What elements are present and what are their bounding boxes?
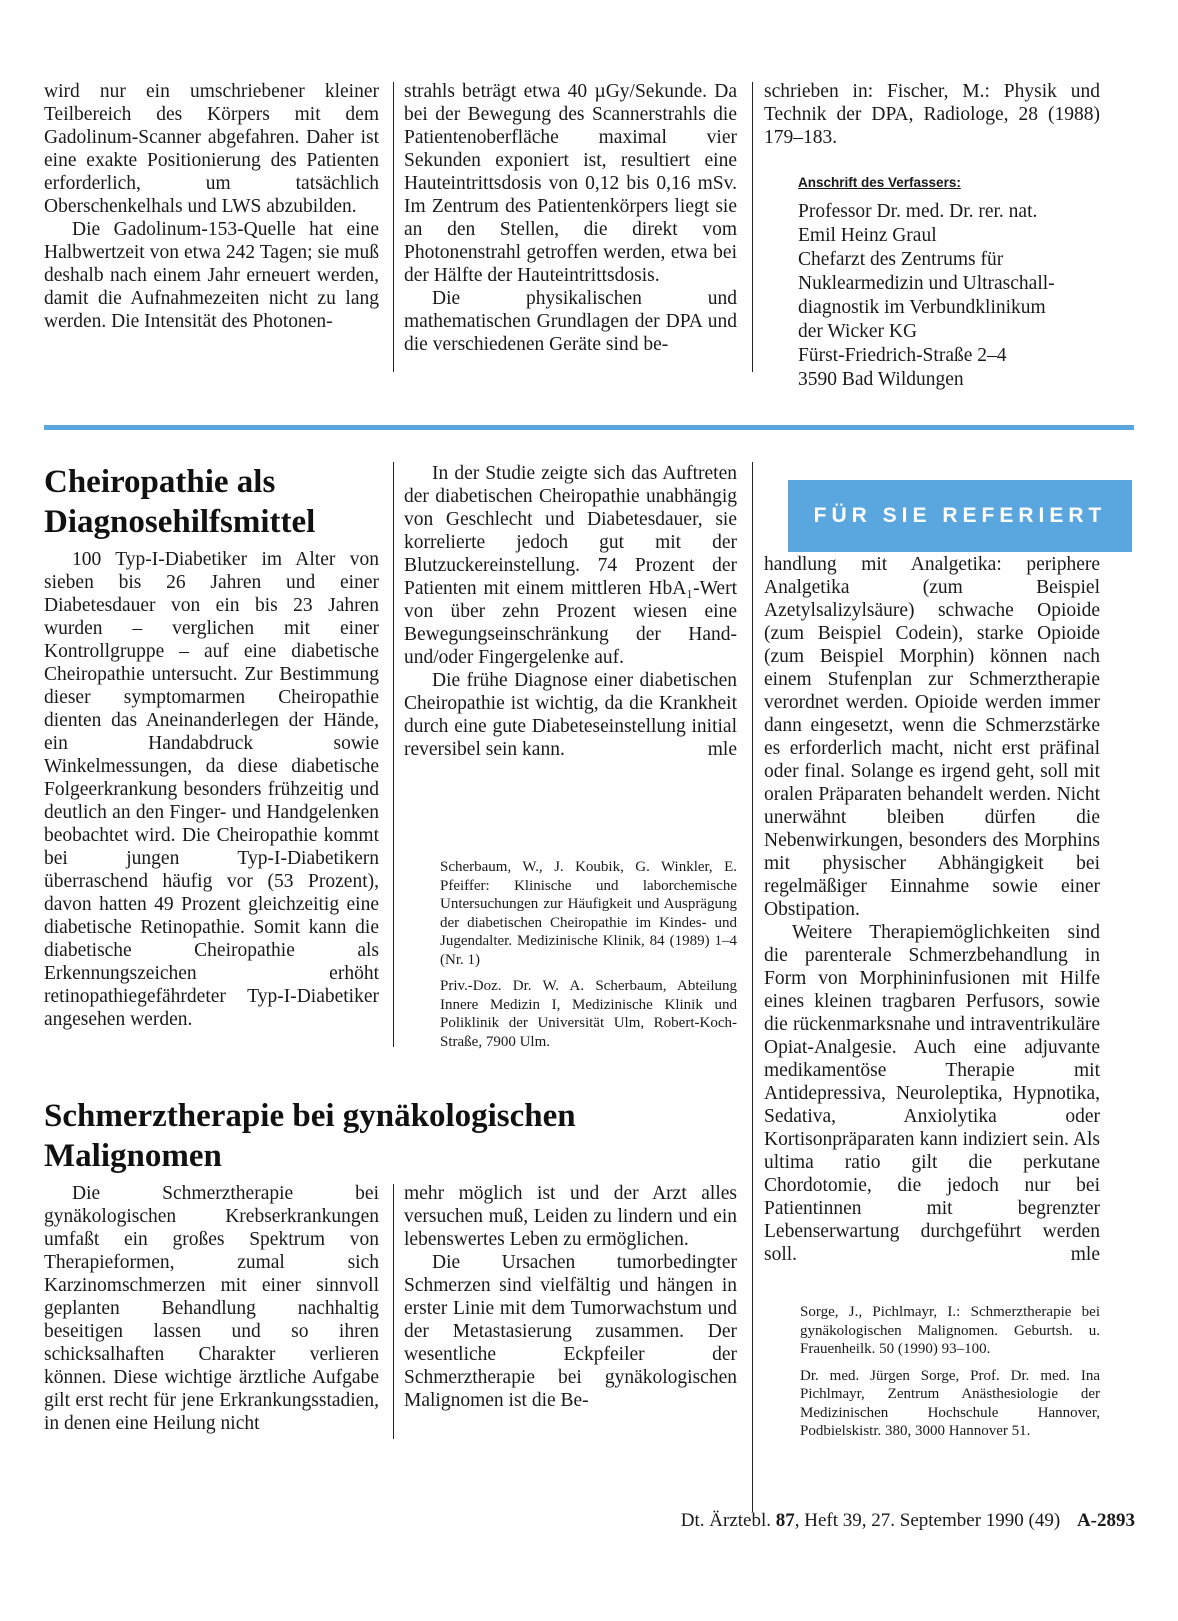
- article2-col-3: [764, 553, 1100, 1266]
- reference: Sorge, J., Pichlmayr, I.: Schmerztherapie bei gynäkologischen Malignomen. Geburtsh. u. Frauenheilk. 50 (1990) 93–100.: [800, 1304, 1100, 1357]
- article1-col-1: [44, 548, 379, 1031]
- article2-col-1: [44, 1182, 379, 1435]
- paragraph: wird nur ein umschriebener kleiner Teilbereich des Körpers mit dem Gadolinum-Scanner abgefahren. Daher ist eine exakte Positionierung des Patienten erforderlich, um tatsächlich Oberschenkelhals und LWS abzubilden.: [44, 81, 379, 217]
- issue-info: , Heft 39, 27. September 1990 (49): [794, 1510, 1061, 1531]
- journal-volume: 87: [775, 1510, 795, 1531]
- page-number: A-2893: [1076, 1510, 1135, 1531]
- paragraph: [404, 669, 737, 761]
- article1-col-2: [404, 462, 737, 761]
- paragraph: Die Gadolinum-153-Quelle hat eine Halbwertzeit von etwa 242 Tagen; sie muß deshalb nach einem Jahr erneuert werden, damit die Aufnahmezeiten nicht zu lang werden. Die Intensität des Photonen-: [44, 219, 379, 332]
- address-line: 3590 Bad Wildungen: [798, 369, 964, 390]
- section-divider: [44, 425, 1134, 430]
- address-lines: [798, 200, 1100, 392]
- column-divider: [752, 462, 753, 1512]
- author-address: [798, 171, 1100, 392]
- column-divider: [393, 462, 394, 1047]
- journal-name: Dt. Ärztebl.: [680, 1510, 772, 1531]
- address-line: diagnostik im Verbundklinikum: [798, 297, 1046, 318]
- paragraph: Die physikalischen und mathematischen Grundlagen der DPA und die verschiedenen Geräte sind be-: [404, 288, 737, 355]
- paragraph-text: Die frühe Diagnose einer diabetischen Cheiropathie ist wichtig, da die Krankheit durch eine gute Diabeteseinstellung initial reversibel sein kann.: [404, 670, 737, 760]
- column-divider: [393, 1184, 394, 1439]
- reference: Priv.-Doz. Dr. W. A. Scherbaum, Abteilung Innere Medizin I, Medizinische Klinik und Poliklinik der Universität Ulm, Robert-Koch-Straße, 7900 Ulm.: [440, 978, 737, 1050]
- paragraph: Die Schmerztherapie bei gynäkologischen Krebserkrankungen umfaßt ein großes Spektrum von Therapieformen, zumal sich Karzinomschmerzen mit einer sinnvoll geplanten Behandlung nachhaltig beseitigen lassen und so ihren schicksalhaften Charakter verlieren können. Diese wichtige ärztliche Aufgabe gilt erst recht für jene Erkrankungsstadien, in denen eine Heilung nicht: [44, 1183, 379, 1434]
- paragraph: mehr möglich ist und der Arzt alles versuchen muß, Leiden zu lindern und ein lebenswertes Leben zu ermöglichen.: [404, 1183, 737, 1250]
- top-col-3: [764, 80, 1100, 392]
- article-title: Schmerztherapie bei gynäkologischen Malignomen: [44, 1098, 576, 1174]
- address-line: Nuklearmedizin und Ultraschall-: [798, 273, 1055, 294]
- address-line: Emil Heinz Graul: [798, 225, 937, 246]
- address-line: Professor Dr. med. Dr. rer. nat.: [798, 201, 1038, 222]
- reference: Dr. med. Jürgen Sorge, Prof. Dr. med. Ina Pichlmayr, Zentrum Anästhesiologie der Medizinischen Hochschule Hannover, Podbielskistr. 380, 3000 Hannover 51.: [800, 1367, 1100, 1439]
- paragraph: Die Ursachen tumorbedingter Schmerzen sind vielfältig und hängen in erster Linie mit dem Tumorwachstum und der Metastasierung zusammen. Der wesentliche Eckpfeiler der Schmerztherapie bei gynäkologischen Malignomen ist die Be-: [404, 1252, 737, 1411]
- paragraph-text: Weitere Therapiemöglichkeiten sind die parenterale Schmerzbehandlung in Form von Morphininfusionen mit Hilfe eines kleinen tragbaren Perfusors, sowie die rückenmarksnahe und intraventrikuläre Opiat-Analgesie. Auch eine adjuvante medikamentöse Therapie mit Antidepressiva, Neuroleptika, Hypnotika, Sedativa, Anxiolytika oder Kortisonpräparaten kann indiziert sein. Als ultima ratio gilt die perkutane Chordotomie, die jedoch nur bei Patientinnen mit begrenzter Lebenserwartung durchgeführt werden soll.: [764, 922, 1100, 1265]
- paragraph: [764, 921, 1100, 1266]
- author-sign: mle: [707, 739, 737, 760]
- article2-col-2: [404, 1182, 737, 1412]
- article-title: Cheiropathie als Diagnosehilfsmittel: [44, 464, 316, 540]
- address-label: Anschrift des Verfassers:: [798, 175, 961, 190]
- paragraph: schrieben in: Fischer, M.: Physik und Technik der DPA, Radiologe, 28 (1988) 179–183.: [764, 81, 1100, 148]
- column-divider: [752, 82, 753, 372]
- article1-references: [440, 858, 737, 1059]
- section-banner: FÜR SIE REFERIERT: [788, 480, 1132, 552]
- page-footer: [590, 1510, 1135, 1532]
- address-line: der Wicker KG: [798, 321, 918, 342]
- paragraph: strahls beträgt etwa 40 µGy/Sekunde. Da bei der Bewegung des Scannerstrahls die Patientenoberfläche maximal vier Sekunden exponiert ist, resultiert eine Hauteintrittsdosis von 0,12 bis 0,16 mSv. Im Zentrum des Patientenkörpers liegt sie an den Stellen, die direkt vom Photonenstrahl getroffen werden, etwa bei der Hälfte der Hauteintrittsdosis.: [404, 81, 737, 286]
- paragraph: handlung mit Analgetika: periphere Analgetika (zum Beispiel Azetylsalizylsäure) schwache Opioide (zum Beispiel Codein), starke Opioide (zum Beispiel Morphin) können nach einem Stufenplan zur Schmerztherapie verordnet werden. Opioide werden immer dann eingesetzt, wenn die Schmerzstärke es erforderlich macht, nicht erst präfinal oder final. Solange es irgend geht, soll mit oralen Präparaten behandelt werden. Nicht unerwähnt bleiben dürfen die Nebenwirkungen, besonders des Morphins mit physischer Abhängigkeit bei regelmäßiger Einnahme sowie einer Obstipation.: [764, 554, 1100, 920]
- top-col-2: [404, 80, 737, 356]
- article2-references: [800, 1303, 1100, 1449]
- top-col-1: [44, 80, 379, 333]
- paragraph: 100 Typ-I-Diabetiker im Alter von sieben bis 26 Jahren und einer Diabetesdauer von ein bis 23 Jahren wurden – verglichen mit einer Kontrollgruppe – auf eine diabetische Cheiropathie untersucht. Zur Bestimmung dieser symptomarmen Cheiropathie dienten das Aneinanderlegen der Hände, ein Handabdruck sowie Winkelmessungen, da diese diabetische Folgeerkrankung besonders frühzeitig und deutlich an den Finger- und Handgelenken beobachtet wird. Die Cheiropathie kommt bei jungen Typ-I-Diabetikern überraschend häufig vor (53 Prozent), davon hatten 49 Prozent gleichzeitig eine diabetische Retinopathie. Somit kann die diabetische Cheiropathie als Erkennungszeichen erhöht retinopathiegefährdeter Typ-I-Diabetiker angesehen werden.: [44, 549, 379, 1030]
- address-line: Fürst-Friedrich-Straße 2–4: [798, 345, 1007, 366]
- column-divider: [393, 82, 394, 372]
- author-sign: mle: [1070, 1244, 1100, 1265]
- paragraph: In der Studie zeigte sich das Auftreten der diabetischen Cheiropathie unabhängig von Geschlecht und Diabetesdauer, sie korrelierte jedoch gut mit der Blutzuckereinstellung. 74 Prozent der Patienten mit einem mittleren HbA₁-Wert von über zehn Prozent wiesen eine Bewegungseinschränkung der Hand- und/oder Fingergelenke auf.: [404, 463, 737, 668]
- address-line: Chefarzt des Zentrums für: [798, 249, 1004, 270]
- reference: Scherbaum, W., J. Koubik, G. Winkler, E. Pfeiffer: Klinische und laborchemische Untersuchungen zur Häufigkeit und Ausprägung der diabetischen Cheiropathie im Kindes- und Jugendalter. Medizinische Klinik, 84 (1989) 1–4 (Nr. 1): [440, 859, 737, 968]
